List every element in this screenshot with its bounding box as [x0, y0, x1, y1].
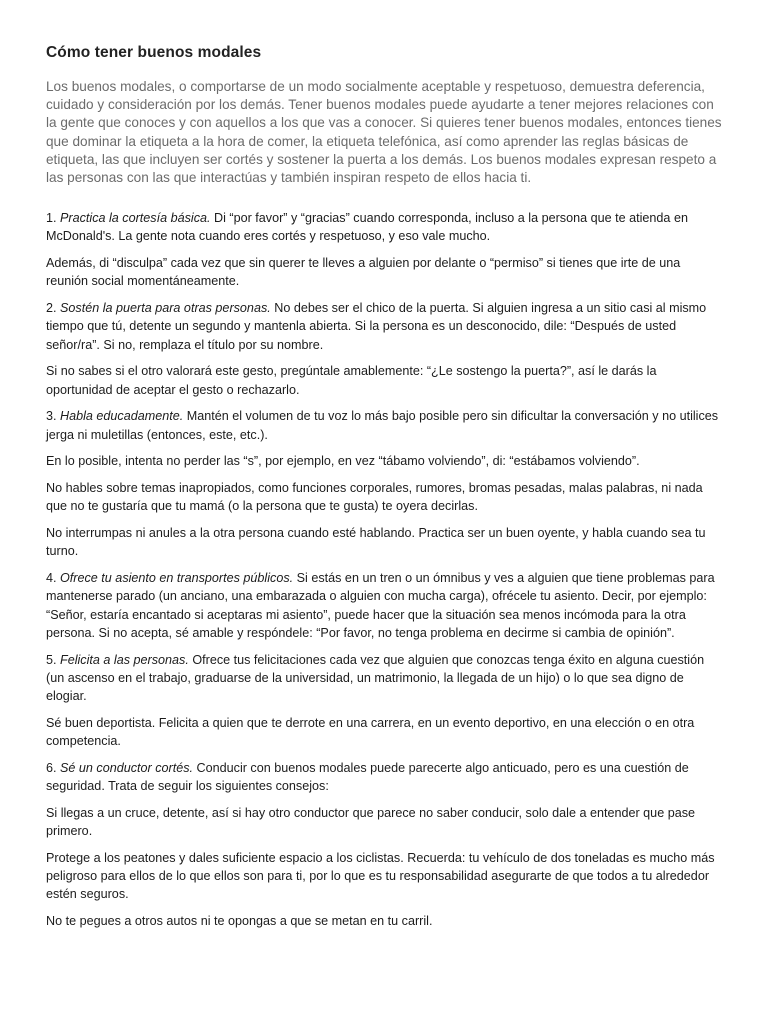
paragraph-number: 6. — [46, 760, 61, 775]
paragraph-text: Si estás en un tren o un ómnibus y ves a alguien que tiene problemas para mantenerse parado (un anciano, una embarazada o alguien con mucha carga), ofrécele tu asiento. Decir, por ejemplo: “Señor, estaría encantado si aceptaras mi asiento”, puede hacer que la situación sea menos incómoda para la otra persona. Si no acepta, sé amable y respóndele: “Por favor, no tenga problema en decirme si cambia de opinión”. — [46, 571, 715, 640]
paragraph-number: 5. — [46, 652, 61, 667]
paragraph-text: No interrumpas ni anules a la otra persona cuando esté hablando. Practica ser un buen oyente, y habla cuando sea tu turno. — [46, 526, 706, 559]
paragraph-7 — [46, 479, 722, 515]
paragraph-11 — [46, 714, 722, 750]
paragraph-text: En lo posible, intenta no perder las “s”, por ejemplo, en vez “tábamo volviendo”, di: “estábamos volviendo”. — [46, 454, 640, 469]
paragraph-text: Conducir con buenos modales puede parecerte algo anticuado, pero es una cuestión de seguridad. Trata de seguir los siguientes consejos: — [46, 760, 689, 794]
paragraph-text: No te pegues a otros autos ni te opongas a que se metan en tu carril. — [46, 914, 433, 929]
paragraph-lead: Sé un conductor cortés. — [60, 760, 194, 775]
paragraph-text: Sé buen deportista. Felicita a quien que te derrote en una carrera, en un evento deportivo, en una elección o en otra competencia. — [46, 715, 695, 749]
paragraph-14 — [46, 849, 722, 904]
paragraph-13 — [46, 804, 722, 840]
paragraph-8 — [46, 524, 722, 560]
paragraph-4 — [46, 362, 722, 398]
paragraph-lead: Practica la cortesía básica. — [60, 211, 211, 226]
paragraph-lead: Sostén la puerta para otras personas. — [60, 301, 271, 316]
paragraph-number: 2. — [46, 301, 61, 316]
paragraph-text: Di “por favor” y “gracias” cuando corresponda, incluso a la persona que te atienda en McDonald's. La gente nota cuando eres cortés y respetuoso, y eso vale mucho. — [46, 211, 688, 244]
paragraph-text: Si llegas a un cruce, detente, así si hay otro conductor que parece no saber conducir, solo dale a entender que pase primero. — [46, 805, 696, 839]
paragraph-2 — [46, 254, 722, 290]
paragraph-text: No debes ser el chico de la puerta. Si alguien ingresa a un sitio casi al mismo tiempo que tú, detente un segundo y mantenla abierta. Si la persona es un desconocido, dile: “Después de usted señor/ra”. Si no, remplaza el título por su nombre. — [46, 301, 707, 352]
paragraph-text: No hables sobre temas inapropiados, como funciones corporales, rumores, bromas pesadas, malas palabras, ni nada que no te gustaría que tu mamá (o la persona que te gusta) te oyera decirlas. — [46, 481, 703, 514]
paragraph-9 — [46, 569, 722, 642]
paragraph-12 — [46, 759, 722, 795]
paragraph-number: 1. — [46, 211, 61, 226]
paragraph-6 — [46, 452, 722, 470]
paragraph-lead: Ofrece tu asiento en transportes públicos. — [60, 571, 294, 586]
paragraph-10 — [46, 651, 722, 706]
paragraph-15 — [46, 912, 722, 930]
paragraph-text: Protege a los peatones y dales suficiente espacio a los ciclistas. Recuerda: tu vehículo de dos toneladas es mucho más peligroso para ellos de lo que ellos son para ti, por lo que es tu responsabilidad asegurarte de que todos a tu alrededor estén seguros. — [46, 850, 715, 902]
intro-paragraph: Los buenos modales, o comportarse de un modo socialmente aceptable y respetuoso, demuestra deferencia, cuidado y consideración por los demás. Tener buenos modales puede ayudarte a tener mejores relaciones con la gente que conoces y con aquellos a los que vas a conocer. Si quieres tener buenos modales, entonces tienes que dominar la etiqueta a la hora de comer, la etiqueta telefónica, así como aprender las reglas básicas de etiqueta, las que incluyen ser cortés y sostener la puerta a los demás. Los buenos modales expresan respeto a las personas con las que interactúas y también inspiran respeto de ellos hacia ti. — [46, 79, 722, 186]
paragraph-text: Si no sabes si el otro valorará este gesto, pregúntale amablemente: “¿Le sostengo la puerta?”, así le darás la oportunidad de aceptar el gesto o rechazarlo. — [46, 364, 657, 397]
paragraph-lead: Habla educadamente. — [60, 409, 184, 424]
page-title: Cómo tener buenos modales — [46, 44, 262, 61]
paragraph-lead: Felicita a las personas. — [60, 652, 189, 667]
paragraph-text: Además, di “disculpa” cada vez que sin querer te lleves a alguien por delante o “permiso” si tienes que irte de una reunión social momentáneamente. — [46, 256, 681, 289]
paragraph-5 — [46, 407, 722, 443]
paragraph-number: 3. — [46, 409, 61, 424]
paragraph-3 — [46, 299, 722, 354]
paragraph-text: Mantén el volumen de tu voz lo más bajo posible pero sin dificultar la conversación y no utilices jerga ni muletillas (entonces, este, etc.). — [46, 409, 719, 442]
paragraph-text: Ofrece tus felicitaciones cada vez que alguien que conozcas tenga éxito en alguna cuestión (un ascenso en el trabajo, graduarse de la universidad, un matrimonio, la llegada de un hijo) o lo que sea digno de elogiar. — [46, 652, 705, 704]
paragraph-1 — [46, 209, 722, 245]
paragraph-number: 4. — [46, 571, 61, 586]
